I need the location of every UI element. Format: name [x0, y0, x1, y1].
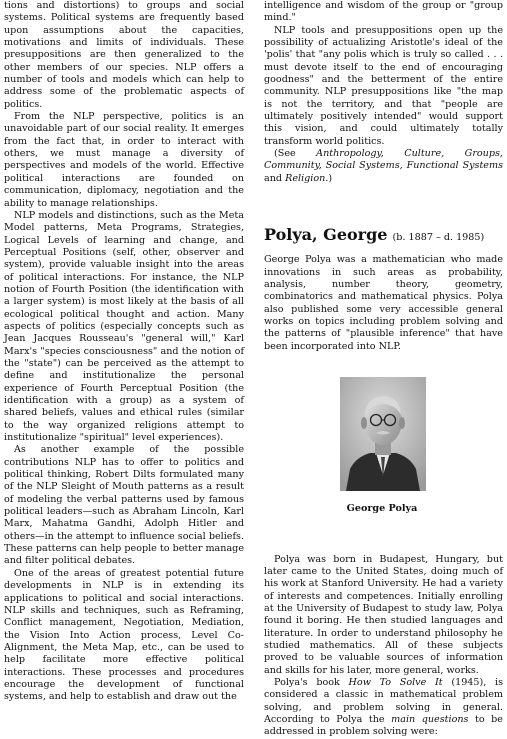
paragraph-p7: NLP tools and presuppositions open up the possibility of actualizing Aristotle's ideal of the 'polis' that "any polis which is truly so called . . . must devote itself to the end of encouraging goodness" and the betterment of the entire community. NLP presuppositions like "the map is not the territory, and that "people are ultimately positively intended" would support this vision, and could ultimately totally transform world politics.	[264, 24, 503, 147]
see-also-items: Anthropology, Culture, Groups, Community, Social Systems, Functional Systems	[264, 148, 503, 172]
paragraph-p2: From the NLP perspective, politics is an unavoidable part of our social reality. It emerges from the fact that, in order to interact with others, we must manage a diversity of perspectives and models of the world. Effective political interactions are founded on communication, diplomacy, negotiation and the ability to manage relationships.	[4, 111, 244, 209]
p10-part-c: to be addressed in problem solving were:	[264, 714, 503, 738]
left-column	[4, 0, 244, 704]
entry-dates: (b. 1887 – d. 1985)	[392, 232, 485, 244]
see-also	[264, 148, 503, 185]
portrait-photo	[340, 377, 426, 491]
entry-name: Polya, George	[264, 225, 388, 245]
paragraph-p9: Polya was born in Budapest, Hungary, but later came to the United States, doing much of his work at Stanford University. He had a variety of interests and competences. Initially enrolling at the University of Budapest to study law, Polya found it boring. He then studied languages and literature. In order to understand philosophy he studied mathematics. All of these subjects proved to be valuable sources of information and skills for his later, more general, works.	[264, 553, 503, 676]
portrait-figure	[340, 377, 426, 516]
paragraph-p6: intelligence and wisdom of the group or "group mind."	[264, 0, 503, 24]
see-also-prefix: (See	[274, 148, 317, 160]
paragraph-p5: One of the areas of greatest potential future developments in NLP is in extending its applications to political and social interactions. NLP skills and techniques, such as Reframing, Conflict management, Negotiation, Mediation, the Vision Into Action process, Level Co-Alignment, the Meta Map, etc., can be used to help facilitate more effective political interactions. These processes and procedures encourage the development of functional systems, and help to establish and draw out the	[4, 567, 244, 703]
entry-heading	[264, 225, 503, 248]
see-also-suffix: .)	[325, 172, 333, 184]
see-also-last: Religion	[285, 172, 326, 184]
paragraph-p3: NLP models and distinctions, such as the Meta Model patterns, Meta Programs, Strategies, Logical Levels of learning and change, and Perceptual Positions (self, other, observer and system), provide valuable insight into the areas of political interactions. For instance, the NLP notion of Fourth Position (the identification with a larger system) is most likely at the basis of all ecological political thought and action. Many aspects of politics (especially concepts such as Jean Jacques Rousseau's "general will," Karl Marx's "species consciousness" and the notion of the "state") can be perceived as the attempt to define and institutionalize the personal experience of Fourth Perceptual Position (the identification with a group) as a system of shared beliefs, values and ethical rules (similar to the way organized religions attempt to institutionalize "spiritual" level experiences).	[4, 209, 244, 444]
book-title: How To Solve It	[348, 677, 443, 689]
paragraph-p4: As another example of the possible contributions NLP has to offer to politics and political thinking, Robert Dilts formulated many of the NLP Sleight of Mouth patterns as a result of modeling the verbal patterns used by famous political leaders—such as Abraham Lincoln, Karl Marx, Mahatma Gandhi, Adolph Hitler and others—in the attempt to influence social beliefs. These patterns can help people to better manage and filter political debates.	[4, 444, 244, 567]
main-questions-term: main questions	[391, 714, 469, 726]
p10-part-b: (1945), is considered a classic in mathematical problem solving, and problem solving in general. According to Polya the	[264, 677, 504, 726]
paragraph-p1: tions and distortions) to groups and social systems. Political systems are frequently based upon assumptions about the capacities, motivations and limits of individuals. These presuppositions are then generalized to the other members of our species. NLP offers a number of tools and models which can help to address some of the problematic aspects of politics.	[4, 0, 244, 110]
paragraph-p8: George Polya was a mathematician who made innovations in such areas as probability, analysis, number theory, geometry, combinatorics and mathematical physics. Polya also published some very accessible general works on topics including problem solving and the patterns of "plausible inference" that have been incorporated into NLP.	[264, 254, 503, 352]
portrait-caption: George Polya	[346, 503, 418, 515]
paragraph-p10	[264, 677, 503, 739]
see-also-and: and	[264, 172, 286, 184]
right-column	[264, 0, 503, 739]
p10-part-a: Polya's book	[274, 677, 349, 689]
